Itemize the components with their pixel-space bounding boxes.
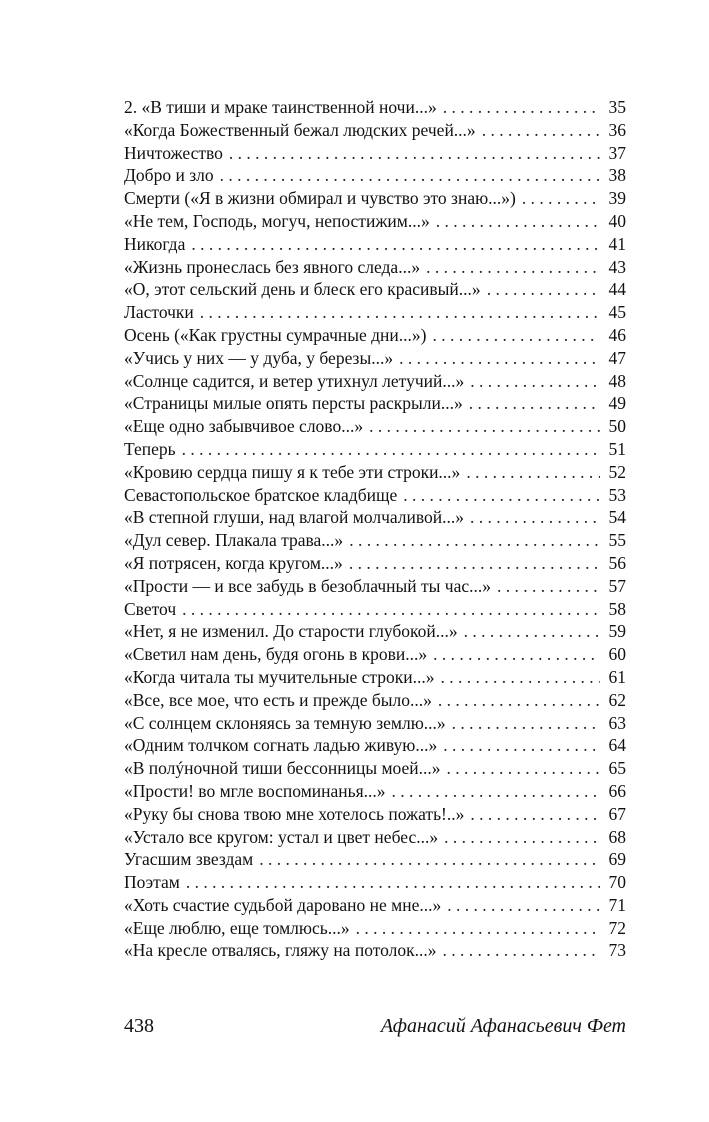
toc-dot-leader [447, 757, 600, 780]
toc-entry [124, 598, 626, 621]
toc-entry-page: 59 [608, 621, 626, 642]
toc-entry-title: «Жизнь пронеслась без явного следа...» [124, 256, 421, 277]
toc-entry-title: 2. «В тиши и мраке таинственной ночи...» [124, 97, 437, 117]
toc-entry-title: Ничтожество [124, 142, 223, 163]
toc-dot-leader [433, 643, 600, 666]
toc-entry-page: 65 [608, 758, 626, 779]
toc-entry-title: «Я потрясен, когда кругом...» [124, 552, 343, 573]
toc-entry-title: «Солнце садится, и ветер утихнул летучий...» [124, 370, 465, 391]
toc-dot-leader [259, 848, 600, 871]
toc-dot-leader [443, 939, 600, 962]
toc-entry-page: 58 [608, 598, 626, 619]
toc-entry-page: 62 [608, 689, 626, 710]
toc-entry-title: Добро и зло [124, 165, 214, 186]
toc-entry-title: «Учись у них — у дуба, у березы...» [124, 347, 394, 368]
toc-entry-title: Осень («Как грустны сумрачные дни...») [124, 324, 427, 345]
toc-dot-leader [182, 438, 600, 461]
toc-entry [124, 392, 626, 415]
toc-dot-leader [356, 917, 600, 940]
toc-entry-page: 61 [608, 666, 626, 687]
toc-dot-leader [470, 370, 600, 393]
toc-dot-leader [182, 598, 600, 621]
toc-entry-page: 47 [608, 347, 626, 368]
toc-entry-page: 52 [608, 461, 626, 482]
toc-entry-title: «Прости — и все забудь в безоблачный ты час...» [124, 575, 491, 596]
toc-entry-page: 73 [608, 940, 626, 961]
toc-entry-title: «С солнцем склоняясь за темную землю...» [124, 712, 446, 733]
toc-entry-page: 53 [608, 484, 626, 505]
toc-entry-page: 50 [608, 416, 626, 437]
footer-page-number: 438 [124, 1015, 154, 1037]
toc-dot-leader [438, 689, 600, 712]
toc-entry-title: «Еще одно забывчивое слово...» [124, 416, 364, 437]
toc-entry [124, 575, 626, 598]
toc-entry-page: 69 [608, 849, 626, 870]
toc-entry-page: 44 [608, 279, 626, 300]
toc-entry-page: 40 [608, 210, 626, 231]
toc-entry [124, 210, 626, 233]
toc-entry [124, 780, 626, 803]
toc-entry-title: «Одним толчком согнать ладью живую...» [124, 735, 438, 756]
toc-dot-leader [399, 347, 600, 370]
toc-entry-title: «Прости! во мгле воспоминанья...» [124, 780, 386, 801]
toc-entry [124, 666, 626, 689]
toc-entry [124, 826, 626, 849]
toc-entry [124, 917, 626, 940]
toc-entry [124, 187, 626, 210]
toc-dot-leader [466, 461, 600, 484]
toc-entry-title: Светоч [124, 598, 177, 619]
toc-entry [124, 370, 626, 393]
toc-dot-leader [186, 871, 600, 894]
toc-dot-leader [426, 256, 600, 279]
toc-entry-title: «Нет, я не изменил. До старости глубокой...» [124, 621, 458, 642]
toc-entry-page: 57 [608, 575, 626, 596]
toc-entry [124, 461, 626, 484]
toc-dot-leader [392, 780, 600, 803]
toc-entry-title: «В полýночной тиши бессонницы моей...» [124, 758, 441, 779]
toc-entry [124, 529, 626, 552]
toc-entry [124, 96, 626, 119]
page-footer [124, 1015, 626, 1038]
toc-dot-leader [464, 620, 600, 643]
toc-entry-page: 71 [608, 894, 626, 915]
toc-entry-page: 54 [608, 507, 626, 528]
toc-entry [124, 848, 626, 871]
toc-entry-title: «Когда читала ты мучительные строки...» [124, 666, 435, 687]
toc-entry [124, 620, 626, 643]
toc-entry [124, 324, 626, 347]
toc-entry-page: 67 [608, 803, 626, 824]
toc-dot-leader [444, 826, 600, 849]
toc-entry-page: 56 [608, 552, 626, 573]
toc-entry-page: 60 [608, 644, 626, 665]
toc-entry-page: 43 [608, 256, 626, 277]
toc-entry [124, 894, 626, 917]
toc-entry-page: 70 [608, 872, 626, 893]
toc-dot-leader [349, 529, 600, 552]
toc-dot-leader [469, 392, 600, 415]
toc-entry-title: Севастопольское братское кладбище [124, 484, 398, 505]
toc-entry-page: 35 [608, 97, 626, 117]
toc-entry-page: 66 [608, 780, 626, 801]
toc-entry-title: «Страницы милые опять персты раскрыли...» [124, 393, 463, 414]
toc-entry-page: 48 [608, 370, 626, 391]
toc-entry [124, 643, 626, 666]
toc-dot-leader [191, 233, 600, 256]
toc-entry-page: 64 [608, 735, 626, 756]
toc-entry-page: 39 [608, 188, 626, 209]
toc-entry-title: «Еще люблю, еще томлюсь...» [124, 917, 350, 938]
toc-entry-page: 41 [608, 233, 626, 254]
footer-author-name: Афанасий Афанасьевич Фет [380, 1015, 626, 1037]
toc-dot-leader [497, 575, 600, 598]
toc-entry-title: Ласточки [124, 302, 194, 323]
toc-entry [124, 142, 626, 165]
toc-entry-title: Никогда [124, 233, 186, 254]
toc-entry [124, 256, 626, 279]
toc-entry [124, 803, 626, 826]
toc-dot-leader [369, 415, 600, 438]
toc-entry-title: «Кровию сердца пишу я к тебе эти строки...» [124, 461, 461, 482]
toc-dot-leader [522, 187, 600, 210]
toc-entry-title: «Хоть счастие судьбой даровано не мне...» [124, 894, 442, 915]
toc-entry-title: «Устало все кругом: устал и цвет небес...» [124, 826, 439, 847]
toc-entry [124, 347, 626, 370]
toc-dot-leader [452, 712, 600, 735]
toc-entry-page: 45 [608, 302, 626, 323]
toc-entry [124, 871, 626, 894]
toc-entry-title: «В степной глуши, над влагой молчаливой...» [124, 507, 465, 528]
toc-entry-page: 51 [608, 438, 626, 459]
toc-dot-leader [349, 552, 600, 575]
toc-entry-page: 72 [608, 917, 626, 938]
toc-entry [124, 415, 626, 438]
toc-dot-leader [200, 301, 600, 324]
toc-entry [124, 734, 626, 757]
toc-dot-leader [220, 164, 600, 187]
toc-entry-title: «Не тем, Господь, могуч, непостижим...» [124, 210, 430, 231]
table-of-contents [124, 96, 626, 962]
toc-entry [124, 119, 626, 142]
toc-dot-leader [441, 666, 600, 689]
toc-entry [124, 164, 626, 187]
toc-dot-leader [403, 484, 600, 507]
toc-dot-leader [470, 506, 600, 529]
toc-entry-page: 36 [608, 119, 626, 140]
toc-entry-title: «На кресле отвалясь, гляжу на потолок...» [124, 940, 437, 961]
toc-dot-leader [487, 278, 600, 301]
toc-entry-title: «Светил нам день, будя огонь в крови...» [124, 644, 428, 665]
toc-entry [124, 757, 626, 780]
toc-entry [124, 278, 626, 301]
toc-entry-page: 37 [608, 142, 626, 163]
toc-entry [124, 506, 626, 529]
toc-dot-leader [482, 119, 600, 142]
toc-dot-leader [436, 210, 600, 233]
toc-entry [124, 689, 626, 712]
toc-entry [124, 233, 626, 256]
toc-entry-page: 38 [608, 165, 626, 186]
toc-entry [124, 484, 626, 507]
toc-entry-title: Теперь [124, 438, 176, 459]
toc-entry-title: «Дул север. Плакала трава...» [124, 530, 344, 551]
toc-dot-leader [443, 96, 600, 119]
toc-dot-leader [470, 803, 600, 826]
toc-entry-title: Поэтам [124, 872, 180, 893]
toc-dot-leader [447, 894, 600, 917]
toc-entry-title: Смерти («Я в жизни обмирал и чувство это знаю...») [124, 188, 516, 209]
toc-entry-page: 49 [608, 393, 626, 414]
toc-entry-title: Угасшим звездам [124, 849, 254, 870]
toc-entry [124, 438, 626, 461]
toc-entry [124, 712, 626, 735]
toc-dot-leader [229, 142, 600, 165]
toc-entry-title: «Все, все мое, что есть и прежде было...» [124, 689, 432, 710]
toc-entry-title: «Руку бы снова твою мне хотелось пожать!..» [124, 803, 465, 824]
toc-dot-leader [432, 324, 600, 347]
toc-entry-page: 68 [608, 826, 626, 847]
toc-entry-title: «Когда Божественный бежал людских речей...» [124, 119, 476, 140]
toc-entry-title: «О, этот сельский день и блеск его красивый...» [124, 279, 481, 300]
toc-entry-page: 55 [608, 530, 626, 551]
toc-entry [124, 301, 626, 324]
toc-entry-page: 46 [608, 324, 626, 345]
toc-entry [124, 939, 626, 962]
toc-entry [124, 552, 626, 575]
toc-dot-leader [443, 734, 600, 757]
toc-entry-page: 63 [608, 712, 626, 733]
